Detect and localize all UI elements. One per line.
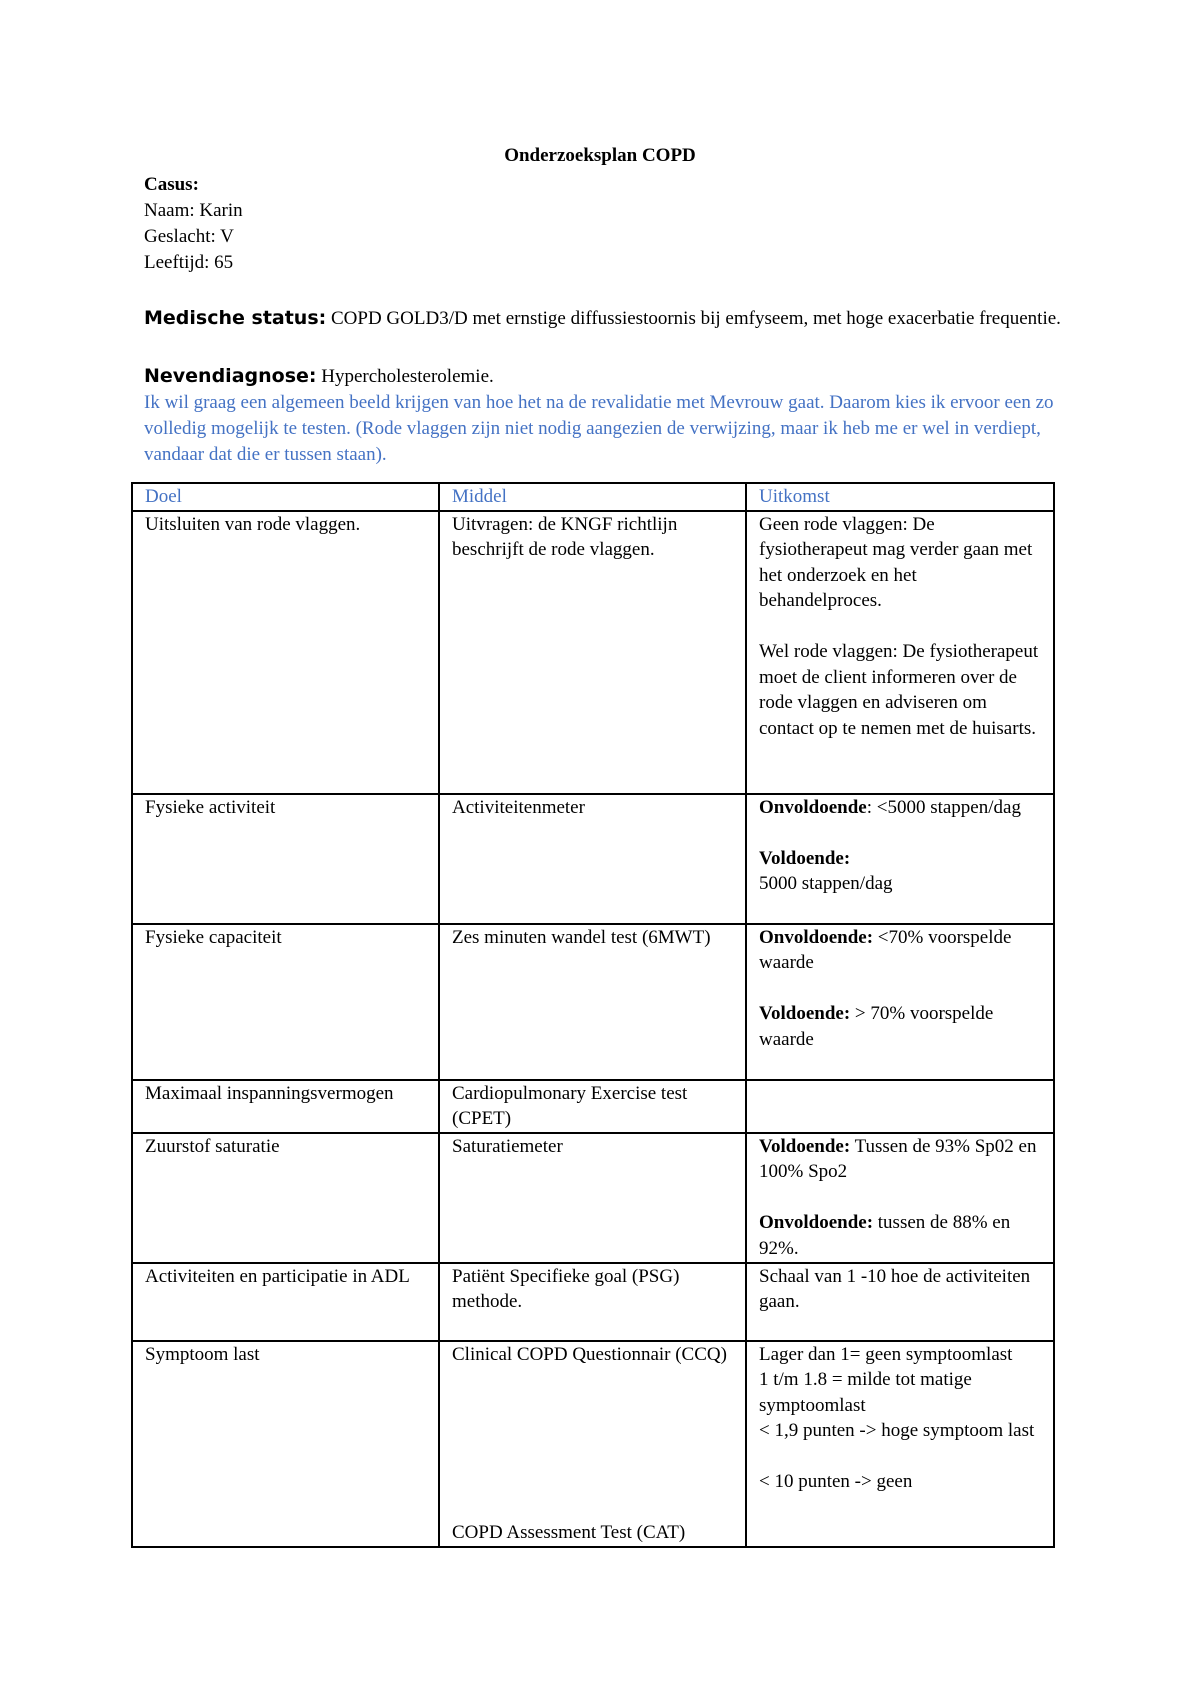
voldoende-text: Tussen de 93% Sp02 en 100% Spo2 bbox=[759, 1135, 1037, 1182]
cell-uitkomst: Schaal van 1 -10 hoe de activiteiten gaan. bbox=[746, 1263, 1054, 1341]
cell-doel: Fysieke activiteit bbox=[132, 794, 439, 924]
onvoldoende-text: tussen de 88% en 92%. bbox=[759, 1212, 1011, 1259]
table-row bbox=[132, 924, 1054, 1080]
cell-middel: Uitvragen: de KNGF richtlijn beschrijft de rode vlaggen. bbox=[439, 511, 746, 794]
nevendiagnose-label: Nevendiagnose: bbox=[144, 365, 317, 387]
table-row bbox=[132, 511, 1054, 794]
cell-doel: Activiteiten en participatie in ADL bbox=[132, 1263, 439, 1341]
note-paragraph: Ik wil graag een algemeen beeld krijgen van hoe het na de revalidatie met Mevrouw gaat. Daarom kies ik ervoor een zo volledig mogelijk te testen. (Rode vlaggen zijn niet nodig aangezien de verwijzing, maar ik heb me er wel in verdiept, vandaar dat die er tussen staan). bbox=[144, 392, 1054, 465]
casus-leeftijd: Leeftijd: 65 bbox=[144, 252, 234, 273]
uitkomst-line: < 1,9 punten -> hoge symptoom last bbox=[759, 1420, 1035, 1441]
table-row bbox=[132, 1263, 1054, 1341]
nevendiagnose bbox=[144, 363, 494, 390]
cell-uitkomst bbox=[746, 1080, 1054, 1133]
cell-middel: Zes minuten wandel test (6MWT) bbox=[439, 924, 746, 1080]
cell-uitkomst bbox=[746, 1341, 1054, 1547]
table-row bbox=[132, 1133, 1054, 1263]
voldoende-label: Voldoende: bbox=[759, 1135, 851, 1157]
uitkomst-line: < 10 punten -> geen bbox=[759, 1471, 913, 1492]
uitkomst-line: 1 t/m 1.8 = milde tot matige symptoomlast bbox=[759, 1369, 972, 1416]
onvoldoende-text: <70% voorspelde waarde bbox=[759, 926, 1012, 973]
uitkomst-geen-rode-vlaggen: Geen rode vlaggen: De fysiotherapeut mag verder gaan met het onderzoek en het behandelproces. bbox=[759, 513, 1033, 611]
cell-middel bbox=[439, 1341, 746, 1547]
onvoldoende-label: Onvoldoende: bbox=[759, 1212, 874, 1233]
casus-geslacht: Geslacht: V bbox=[144, 226, 234, 247]
table-row bbox=[132, 1341, 1054, 1547]
header-uitkomst: Uitkomst bbox=[746, 483, 1054, 511]
cell-doel: Maximaal inspanningsvermogen bbox=[132, 1080, 439, 1133]
onderzoeksplan-table bbox=[131, 482, 1055, 1548]
cell-doel: Fysieke capaciteit bbox=[132, 924, 439, 1080]
voldoende-text: > 70% voorspelde waarde bbox=[759, 1003, 994, 1050]
onvoldoende-label: Onvoldoende: bbox=[759, 926, 874, 948]
cell-middel: Activiteitenmeter bbox=[439, 794, 746, 924]
cell-uitkomst bbox=[746, 511, 1054, 794]
onvoldoende-text: : <5000 stappen/dag bbox=[866, 796, 1021, 818]
page-title: Onderzoeksplan COPD bbox=[504, 145, 696, 166]
cell-uitkomst bbox=[746, 1133, 1054, 1263]
uitkomst-line: Lager dan 1= geen symptoomlast bbox=[759, 1343, 1013, 1365]
cell-doel: Zuurstof saturatie bbox=[132, 1133, 439, 1263]
table-row bbox=[132, 794, 1054, 924]
table-header-row bbox=[132, 483, 1054, 511]
cell-doel: Uitsluiten van rode vlaggen. bbox=[132, 511, 439, 794]
voldoende-text: 5000 stappen/dag bbox=[759, 873, 893, 894]
medische-status bbox=[144, 305, 1064, 332]
middel-cat: COPD Assessment Test (CAT) bbox=[452, 1522, 686, 1543]
header-middel: Middel bbox=[439, 483, 746, 511]
casus-label: Casus: bbox=[144, 174, 199, 195]
cell-middel: Cardiopulmonary Exercise test (CPET) bbox=[439, 1080, 746, 1133]
cell-doel: Symptoom last bbox=[132, 1341, 439, 1547]
medische-status-label: Medische status: bbox=[144, 307, 327, 329]
cell-uitkomst bbox=[746, 924, 1054, 1080]
onvoldoende-label: Onvoldoende bbox=[759, 796, 867, 818]
cell-middel: Saturatiemeter bbox=[439, 1133, 746, 1263]
uitkomst-wel-rode-vlaggen: Wel rode vlaggen: De fysiotherapeut moet de client informeren over de rode vlaggen en adviseren om contact op te nemen met de huisarts. bbox=[759, 641, 1039, 739]
middel-ccq: Clinical COPD Questionnair (CCQ) bbox=[452, 1343, 727, 1365]
voldoende-label: Voldoende: bbox=[759, 1003, 851, 1024]
header-doel: Doel bbox=[132, 483, 439, 511]
casus-block bbox=[144, 172, 243, 276]
medische-status-text: COPD GOLD3/D met ernstige diffussiestoornis bij emfyseem, met hoge exacerbatie frequentie. bbox=[331, 308, 1061, 329]
cell-middel: Patiënt Specifieke goal (PSG) methode. bbox=[439, 1263, 746, 1341]
voldoende-label: Voldoende: bbox=[759, 847, 851, 869]
table-row bbox=[132, 1080, 1054, 1133]
cell-uitkomst bbox=[746, 794, 1054, 924]
casus-naam: Naam: Karin bbox=[144, 200, 243, 221]
nevendiagnose-text: Hypercholesterolemie. bbox=[321, 366, 494, 387]
